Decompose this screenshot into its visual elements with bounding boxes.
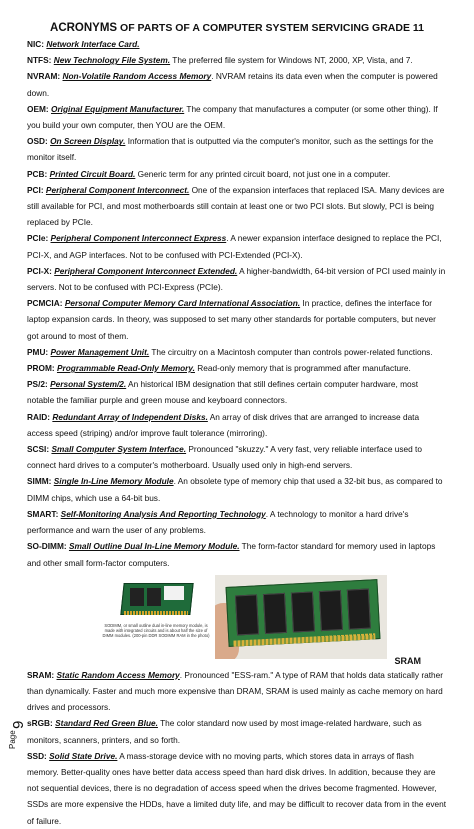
- acronym-description: A higher-bandwidth, 64-bit version of PCI used mainly in servers. Not to be confused with PCI-Express (PCIe).: [27, 265, 446, 293]
- acronym-abbr: SO-DIMM:: [27, 541, 67, 552]
- acronym-expansion: On Screen Display.: [50, 136, 126, 147]
- acronym-expansion: Standard Red Green Blue.: [55, 718, 158, 729]
- acronym-entry: [27, 68, 447, 100]
- acronym-description: . An obsolete type of memory chip that used a 32-bit bus, as compared to DIMM chips, which use a 64-bit bus.: [27, 476, 443, 503]
- acronym-description: The form-factor standard for memory used in laptops and other small form-factor computers.: [27, 541, 436, 568]
- acronym-description: . Pronounced "ESS-ram." A type of RAM that holds data statically rather than dynamically. Faster and much more expensive than DRAM, SRAM is used mainly as cache memory on hard drives and processors.: [27, 669, 444, 713]
- acronym-expansion: Personal Computer Memory Card International Association.: [64, 298, 301, 309]
- acronym-description: Read-only memory that is programmed after manufacture.: [194, 363, 411, 374]
- acronym-description: In practice, defines the interface for laptop expansion cards. In theory, was supposed to set many other standards for portable computers, but never got around to most of them.: [27, 298, 436, 341]
- acronym-abbr: PROM:: [27, 363, 55, 374]
- acronym-description: An historical IBM designation that still defines certain computer hardware, most notable the familiar purple and green mouse and keyboard connectors.: [27, 379, 419, 406]
- acronym-expansion: Printed Circuit Board.: [49, 168, 136, 179]
- acronym-expansion: Network Interface Card.: [46, 39, 140, 49]
- acronym-abbr: NTFS:: [27, 55, 52, 66]
- sodimm-caption: SODIMM, or small outline dual in-line memory module, is made with integrated circuits and is about half the size of DIMM modules. (200-pin DDR SODIMM RAM in the photo): [102, 622, 210, 638]
- acronym-abbr: PMU:: [27, 346, 49, 357]
- sram-photo: [215, 575, 387, 659]
- acronym-expansion: Original Equipment Manufacturer.: [50, 103, 185, 114]
- acronym-expansion: Small Outline Dual In-Line Memory Module.: [68, 541, 240, 552]
- acronym-entry: [27, 715, 447, 747]
- acronym-abbr: RAID:: [27, 411, 51, 422]
- sram-figure-label: SRAM: [394, 655, 421, 666]
- acronym-abbr: PCIe:: [27, 233, 49, 244]
- acronym-list-continued: [27, 667, 447, 829]
- acronym-entry: [27, 360, 447, 376]
- acronym-expansion: New Technology File System.: [53, 55, 171, 66]
- page-number: [8, 705, 27, 751]
- acronym-description: . NVRAM retains its data even when the computer is powered down.: [27, 71, 438, 98]
- acronym-description: A mass-storage device with no moving parts, which stores data in arrays of flash memory. Better-quality ones have better data access speed than hard disk drives. In addition, because they are not sequential devices, there is no degradation of access speed when the drives become fragmented. However, SSDs are more expensive the HDDs, have a limited duty life, and may be difficult to recover data from in the event of failure.: [27, 750, 447, 826]
- acronym-entry: [27, 376, 447, 408]
- figure-row: [27, 577, 447, 666]
- acronym-abbr: SCSI:: [27, 444, 50, 455]
- title-rest: OF PARTS OF A COMPUTER SYSTEM SERVICING GRADE 11: [117, 22, 424, 34]
- acronym-entry: [27, 166, 447, 182]
- document-page: [27, 22, 447, 829]
- acronym-abbr: OEM:: [27, 103, 49, 114]
- acronym-entry: [27, 230, 447, 262]
- acronym-entry: [27, 344, 447, 360]
- acronym-abbr: SRAM:: [27, 669, 55, 680]
- acronym-abbr: SIMM:: [27, 476, 52, 487]
- acronym-abbr: OSD:: [27, 136, 48, 147]
- acronym-expansion: Personal System/2.: [50, 379, 127, 390]
- title-lead: ACRONYMS: [50, 22, 118, 34]
- acronym-description: Pronounced "skuzzy." A very fast, very reliable interface used to connect hard drives to a computer's motherboard. Usually used only in high-end servers.: [27, 444, 422, 471]
- sodimm-photo: [120, 577, 192, 617]
- acronym-entry: [27, 295, 447, 344]
- page-number-value: 9: [10, 720, 27, 729]
- acronym-entry: [27, 667, 447, 716]
- acronym-description: The company that manufactures a computer (or some other thing). If you build your own computer, then YOU are the OEM.: [27, 103, 438, 131]
- acronym-expansion: Solid State Drive.: [49, 750, 118, 761]
- acronym-description: The preferred file system for Windows NT, 2000, XP, Vista, and 7.: [170, 55, 413, 66]
- acronym-description: One of the expansion interfaces that replaced ISA. Many devices are still available for PCI, and most motherboards still contain at least one or two PCI slots. But slowly, PCI is being replaced by PCIe.: [27, 184, 445, 228]
- acronym-expansion: Programmable Read-Only Memory.: [56, 363, 195, 374]
- acronym-description: . A newer expansion interface designed to replace the PCI, PCI-X, and AGP interfaces. Not to be confused with PCI-Extended (PCI-X).: [27, 233, 442, 260]
- acronym-abbr: PS/2:: [27, 379, 48, 390]
- acronym-abbr: NIC:: [27, 39, 45, 49]
- acronym-entry: [27, 182, 447, 231]
- sodimm-figure: [102, 577, 210, 638]
- acronym-abbr: PCI:: [27, 184, 44, 195]
- acronym-expansion: Static Random Access Memory: [56, 669, 180, 680]
- acronym-description: The circuitry on a Macintosh computer than controls power-related functions.: [149, 346, 433, 357]
- acronym-abbr: SMART:: [27, 508, 59, 519]
- acronym-abbr: NVRAM:: [27, 71, 61, 82]
- acronym-expansion: Non-Volatile Random Access Memory: [62, 71, 212, 82]
- acronym-abbr: SSD:: [27, 750, 47, 761]
- acronym-abbr: sRGB:: [27, 718, 53, 729]
- acronym-expansion: Self-Monitoring Analysis And Reporting Technology: [60, 508, 266, 519]
- acronym-entry: [27, 36, 447, 52]
- acronym-abbr: PCB:: [27, 168, 48, 179]
- acronym-entry: [27, 473, 447, 505]
- acronym-abbr: PCI-X:: [27, 265, 52, 276]
- acronym-entry: [27, 263, 447, 295]
- acronym-abbr: PCMCIA:: [27, 298, 63, 309]
- acronym-entry: [27, 748, 447, 829]
- acronym-entry: [27, 538, 447, 570]
- page-title: [27, 22, 447, 34]
- acronym-list: [27, 36, 447, 571]
- acronym-expansion: Power Management Unit.: [50, 346, 150, 357]
- acronym-expansion: Single In-Line Memory Module: [53, 476, 174, 487]
- acronym-entry: [27, 52, 447, 68]
- acronym-description: The color standard now used by most image-related hardware, such as monitors, scanners, printers, and so forth.: [27, 718, 422, 745]
- acronym-description: Generic term for any printed circuit board, not just one in a computer.: [135, 168, 391, 179]
- acronym-description: . A technology to monitor a hard drive's performance and warn the user of any problems.: [27, 508, 409, 536]
- acronym-expansion: Peripheral Component Interconnect.: [45, 184, 190, 195]
- acronym-expansion: Small Computer System Interface.: [51, 444, 187, 455]
- acronym-entry: [27, 101, 447, 133]
- acronym-expansion: Peripheral Component Interconnect Extended.: [54, 265, 238, 276]
- page-label: Page: [8, 730, 17, 749]
- acronym-entry: [27, 409, 447, 441]
- acronym-description: An array of disk drives that are arranged to increase data access speed (striping) and/or improve fault tolerance (mirroring).: [27, 411, 420, 438]
- acronym-expansion: Redundant Array of Independent Disks.: [52, 411, 208, 422]
- acronym-description: Information that is outputted via the computer's monitor, such as the settings for the monitor itself.: [27, 136, 434, 163]
- acronym-entry: [27, 506, 447, 538]
- acronym-expansion: Peripheral Component Interconnect Express: [50, 233, 227, 244]
- acronym-entry: [27, 441, 447, 473]
- acronym-entry: [27, 133, 447, 165]
